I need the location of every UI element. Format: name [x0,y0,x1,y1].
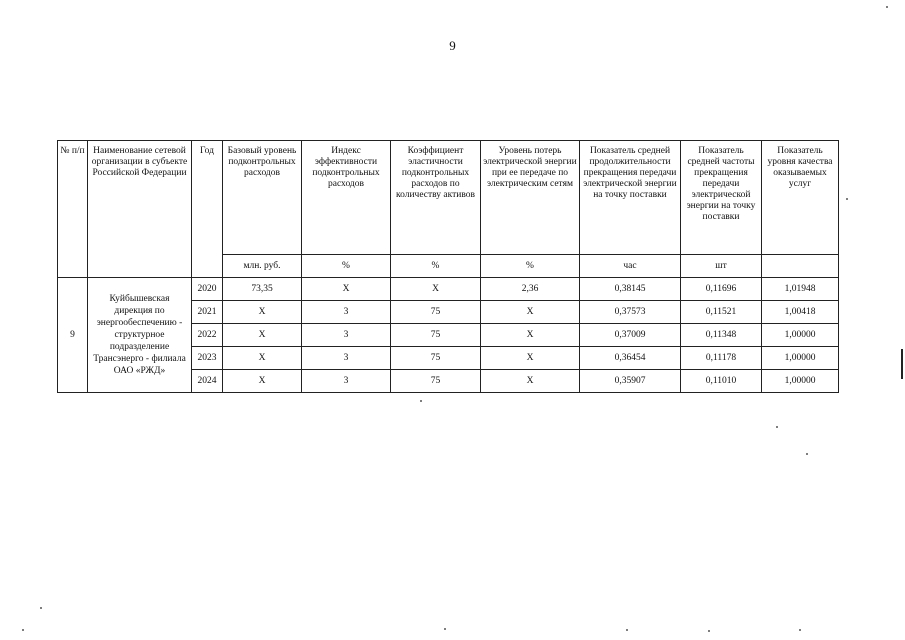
unit-elasticity-coef: % [391,255,481,278]
efficiency-index-cell: 3 [302,301,391,324]
avg-duration-cell: 0,38145 [580,278,681,301]
elasticity-coef-cell: X [391,278,481,301]
avg-frequency-cell: 0,11348 [681,324,762,347]
unit-efficiency-index: % [302,255,391,278]
base-level-cell: X [223,347,302,370]
header-base-level: Базовый уровень подконтрольных расходов [223,141,302,255]
scan-speck [444,628,446,630]
header-rownum: № п/п [58,141,88,278]
header-quality-level: Показатель уровня качества оказываемых услуг [762,141,839,255]
scan-speck [886,6,888,8]
loss-level-cell: X [481,324,580,347]
header-avg-duration: Показатель средней продолжительности прекращения передачи электрической энергии на точку поставки [580,141,681,255]
quality-level-cell: 1,00000 [762,324,839,347]
scan-speck [776,426,778,428]
scan-speck [40,607,42,609]
base-level-cell: X [223,301,302,324]
header-avg-frequency: Показатель средней частоты прекращения передачи электрической энергии на точку поставки [681,141,762,255]
header-year: Год [192,141,223,278]
quality-level-cell: 1,00418 [762,301,839,324]
table-row [58,278,839,301]
avg-duration-cell: 0,35907 [580,370,681,393]
elasticity-coef-cell: 75 [391,370,481,393]
header-elasticity-coef: Коэффициент эластичности подконтрольных расходов по количеству активов [391,141,481,255]
loss-level-cell: X [481,301,580,324]
scan-speck [22,629,24,631]
loss-level-cell: X [481,370,580,393]
quality-level-cell: 1,01948 [762,278,839,301]
elasticity-coef-cell: 75 [391,324,481,347]
unit-loss-level: % [481,255,580,278]
year-cell: 2023 [192,347,223,370]
header-efficiency-index: Индекс эффективности подконтрольных расходов [302,141,391,255]
quality-level-cell: 1,00000 [762,370,839,393]
year-cell: 2020 [192,278,223,301]
unit-quality-level [762,255,839,278]
year-cell: 2022 [192,324,223,347]
scan-speck [806,453,808,455]
scan-speck [799,629,801,631]
base-level-cell: 73,35 [223,278,302,301]
year-cell: 2021 [192,301,223,324]
elasticity-coef-cell: 75 [391,301,481,324]
scan-speck [420,400,422,402]
avg-frequency-cell: 0,11010 [681,370,762,393]
scan-edge-mark [901,349,903,379]
row-number-cell: 9 [58,278,88,393]
loss-level-cell: 2,36 [481,278,580,301]
avg-duration-cell: 0,37009 [580,324,681,347]
scan-speck [846,198,848,200]
efficiency-index-cell: 3 [302,370,391,393]
header-organization: Наименование сетевой организации в субъекте Российской Федерации [88,141,192,278]
efficiency-index-cell: 3 [302,347,391,370]
avg-frequency-cell: 0,11521 [681,301,762,324]
year-cell: 2024 [192,370,223,393]
loss-level-cell: X [481,347,580,370]
scan-speck [708,630,710,632]
elasticity-coef-cell: 75 [391,347,481,370]
page-number: 9 [449,38,456,53]
base-level-cell: X [223,324,302,347]
organization-cell: Куйбышевская дирекция по энергообеспечению - структурное подразделение Трансэнерго - филиала ОАО «РЖД» [88,278,192,393]
efficiency-index-cell: X [302,278,391,301]
quality-level-cell: 1,00000 [762,347,839,370]
avg-duration-cell: 0,37573 [580,301,681,324]
scan-speck [626,629,628,631]
avg-frequency-cell: 0,11696 [681,278,762,301]
base-level-cell: X [223,370,302,393]
unit-avg-frequency: шт [681,255,762,278]
avg-frequency-cell: 0,11178 [681,347,762,370]
efficiency-index-cell: 3 [302,324,391,347]
header-row [58,141,839,255]
unit-base-level: млн. руб. [223,255,302,278]
header-loss-level: Уровень потерь электрической энергии при ее передаче по электрическим сетям [481,141,580,255]
unit-avg-duration: час [580,255,681,278]
indicators-table [57,140,839,393]
avg-duration-cell: 0,36454 [580,347,681,370]
